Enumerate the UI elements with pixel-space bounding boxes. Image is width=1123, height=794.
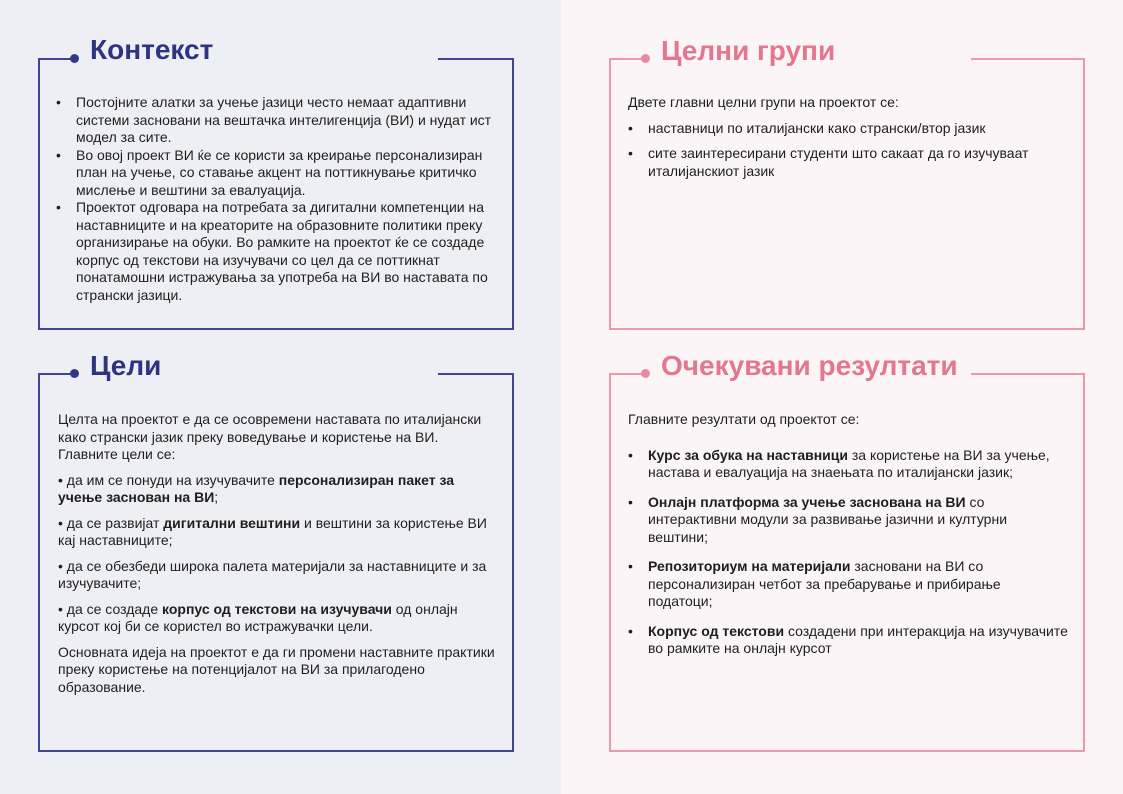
list-item: • Репозиториум на материјали засновани на ВИ со персонализиран четбот за пребарување и прибирање податоци; <box>628 558 1068 611</box>
target-groups-title: Целни групи <box>661 35 836 66</box>
results-dot-icon <box>641 369 650 378</box>
context-body <box>56 94 496 304</box>
list-item: • Онлајн платформа за учење заснована на ВИ со интерактивни модули за развивање јазични и културни вештини; <box>628 494 1068 547</box>
results-body <box>628 411 1068 670</box>
list-item: • Проектот одговара на потребата за дигитални компетенции на наставниците и на креаторите на образовните политики преку организирање на обуки. Во рамките на проектот ќе се создаде корпус од текстови на изучувачи со цел да се поттикнат понатамошни истражувања за употреба на ВИ во наставата по странски јазици. <box>56 199 496 304</box>
target-groups-dot-icon <box>641 54 650 63</box>
context-bullet-list <box>56 94 496 304</box>
target-groups-body <box>628 94 1068 188</box>
list-item: • Курс за обука на наставници за користење на ВИ за учење, настава и евалуација на знаењата по италијански јазик; <box>628 447 1068 482</box>
list-item: • сите заинтересирани студенти што сакаат да го изучуваат италијанскиот јазик <box>628 145 1068 180</box>
results-title: Очекувани резултати <box>661 350 958 381</box>
goals-intro: Целта на проектот е да се осовремени наставата по италијански како странски јазик преку воведување и користење на ВИ. Главните цели се: <box>58 411 482 462</box>
context-title: Контекст <box>90 34 214 65</box>
list-item: • Корпус од текстови создадени при интеракција на изучувачите во рамките на онлајн курсот <box>628 623 1068 658</box>
list-item: • Во овој проект ВИ ќе се користи за креирање персонализиран план на учење, со ставање акцент на поттикнување критичко мислење и вештини за евалуација. <box>56 147 496 200</box>
goals-dot-icon <box>70 369 79 378</box>
goals-body <box>58 411 498 704</box>
goals-outro: Основната идеја на проектот е да ги промени наставните практики преку користење на потенцијалот на ВИ за прилагодено образование. <box>58 643 495 695</box>
results-list <box>628 447 1068 658</box>
goals-item: • да се обезбеди широка палета материјали за наставниците и за изучувачите; <box>58 557 487 591</box>
goals-item: • да се создаде корпус од текстови на изучувачи од онлајн курсот кој би се користел во истражувачки цели. <box>58 600 458 634</box>
list-item: • Постојните алатки за учење јазици често немаат адаптивни системи засновани на вештачка интелигенција (ВИ) и нудат ист модел за сите. <box>56 94 496 147</box>
goals-title: Цели <box>90 350 162 381</box>
goals-item: • да се развијат дигитални вештини и вештини за користење ВИ кај наставниците; <box>58 514 487 548</box>
target-groups-list <box>628 120 1068 181</box>
target-groups-intro: Двете главни целни групи на проектот се: <box>628 94 899 110</box>
results-intro: Главните резултати од проектот се: <box>628 411 860 427</box>
list-item: • наставници по италијански како странски/втор јазик <box>628 120 1068 138</box>
goals-item: • да им се понуди на изучувачите персонализиран пакет за учење заснован на ВИ; <box>58 471 455 505</box>
context-dot-icon <box>70 54 79 63</box>
